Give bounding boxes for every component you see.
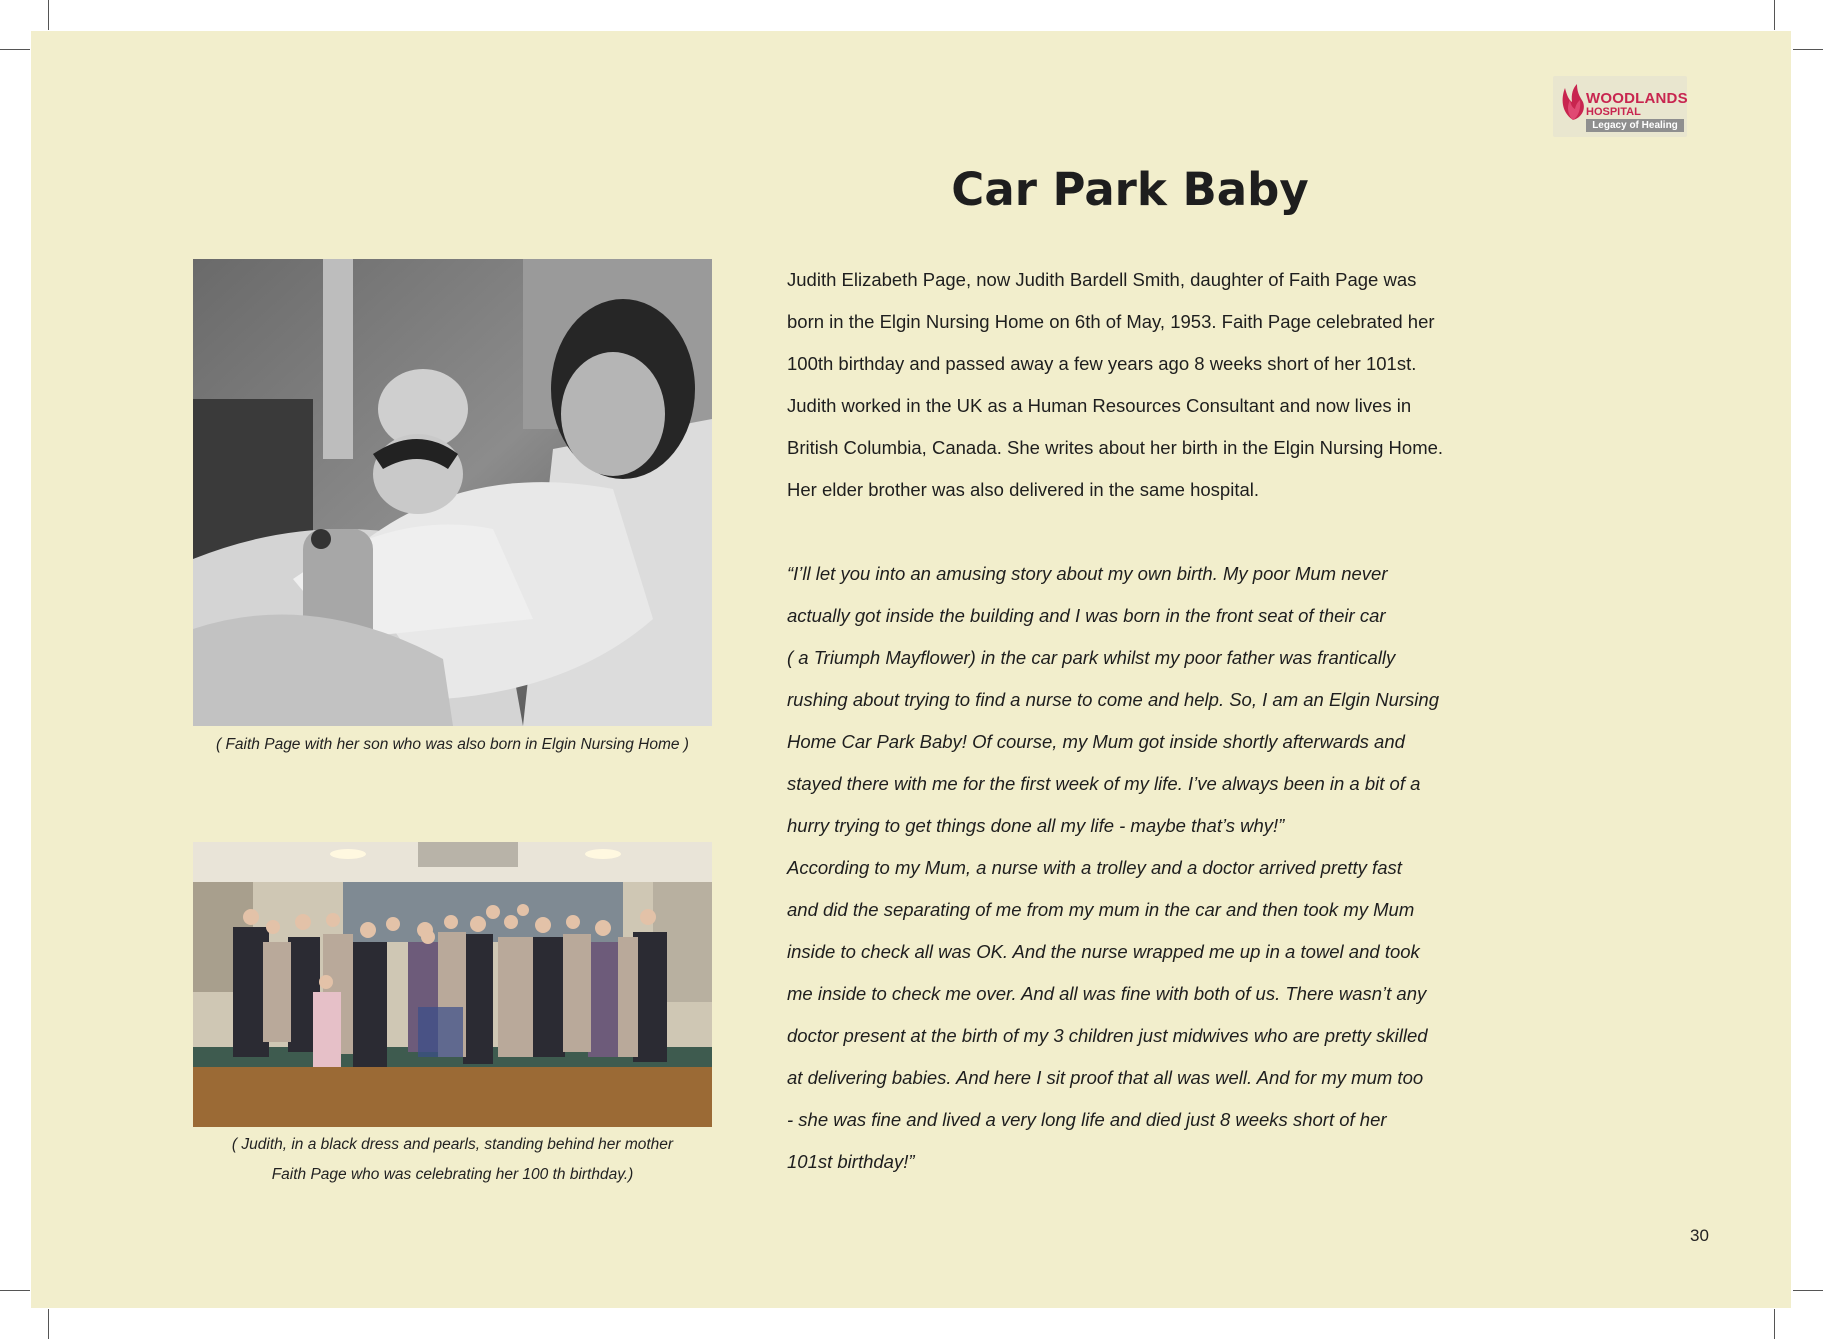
quote-line: “I’ll let you into an amusing story about my own birth. My poor Mum never [787,563,1388,584]
page-number: 30 [1690,1226,1709,1245]
quote-line: Home Car Park Baby! Of course, my Mum got inside shortly afterwards and [787,731,1405,752]
crop-mark [1774,0,1775,30]
quote-line: me inside to check me over. And all was fine with both of us. There wasn’t any [787,983,1427,1004]
logo-subtitle: HOSPITAL [1586,106,1641,118]
photo-caption-2 [180,1130,725,1190]
crop-mark [48,1309,49,1339]
quote-line: inside to check all was OK. And the nurse wrapped me up in a towel and took [787,941,1420,962]
quote-paragraph [787,553,1507,1183]
logo-tagline: Legacy of Healing [1586,119,1684,132]
birthday-group-photo [193,842,712,1127]
intro-paragraph [787,259,1507,511]
crop-mark [1774,1309,1775,1339]
quote-line: stayed there with me for the first week of my life. I’ve always been in a bit of a [787,773,1421,794]
intro-line: Her elder brother was also delivered in the same hospital. [787,479,1259,500]
quote-line: and did the separating of me from my mum in the car and then took my Mum [787,899,1415,920]
quote-line: ( a Triumph Mayflower) in the car park whilst my poor father was frantically [787,647,1396,668]
quote-line: 101st birthday!” [787,1151,915,1172]
intro-line: Judith worked in the UK as a Human Resources Consultant and now lives in [787,395,1412,416]
crop-mark [1793,1290,1823,1291]
crop-mark [0,49,30,50]
logo-name: WOODLANDS [1586,90,1688,107]
intro-line: Judith Elizabeth Page, now Judith Bardell Smith, daughter of Faith Page was [787,269,1417,290]
quote-line: doctor present at the birth of my 3 children just midwives who are pretty skilled [787,1025,1428,1046]
photo-caption-1: ( Faith Page with her son who was also born in Elgin Nursing Home ) [216,736,689,753]
intro-line: born in the Elgin Nursing Home on 6th of May, 1953. Faith Page celebrated her [787,311,1435,332]
quote-line: According to my Mum, a nurse with a trolley and a doctor arrived pretty fast [787,857,1402,878]
caption-2-line: ( Judith, in a black dress and pearls, standing behind her mother [231,1136,674,1153]
flame-icon [1559,82,1587,122]
crop-mark [48,0,49,30]
quote-line: rushing about trying to find a nurse to come and help. So, I am an Elgin Nursing [787,689,1439,710]
quote-line: actually got inside the building and I was born in the front seat of their car [787,605,1386,626]
crop-mark [1793,49,1823,50]
quote-line: hurry trying to get things done all my life - maybe that’s why!” [787,815,1285,836]
crop-mark [0,1290,30,1291]
intro-line: 100th birthday and passed away a few years ago 8 weeks short of her 101st. [787,353,1417,374]
caption-2-line: Faith Page who was celebrating her 100 th birthday.) [271,1166,634,1183]
quote-line: at delivering babies. And here I sit proof that all was well. And for my mum too [787,1067,1424,1088]
quote-line: - she was fine and lived a very long life and died just 8 weeks short of her [787,1109,1387,1130]
woodlands-hospital-logo [1553,76,1687,137]
mother-with-baby-photo [193,259,712,726]
page-title: Car Park Baby [951,163,1309,216]
intro-line: British Columbia, Canada. She writes about her birth in the Elgin Nursing Home. [787,437,1444,458]
